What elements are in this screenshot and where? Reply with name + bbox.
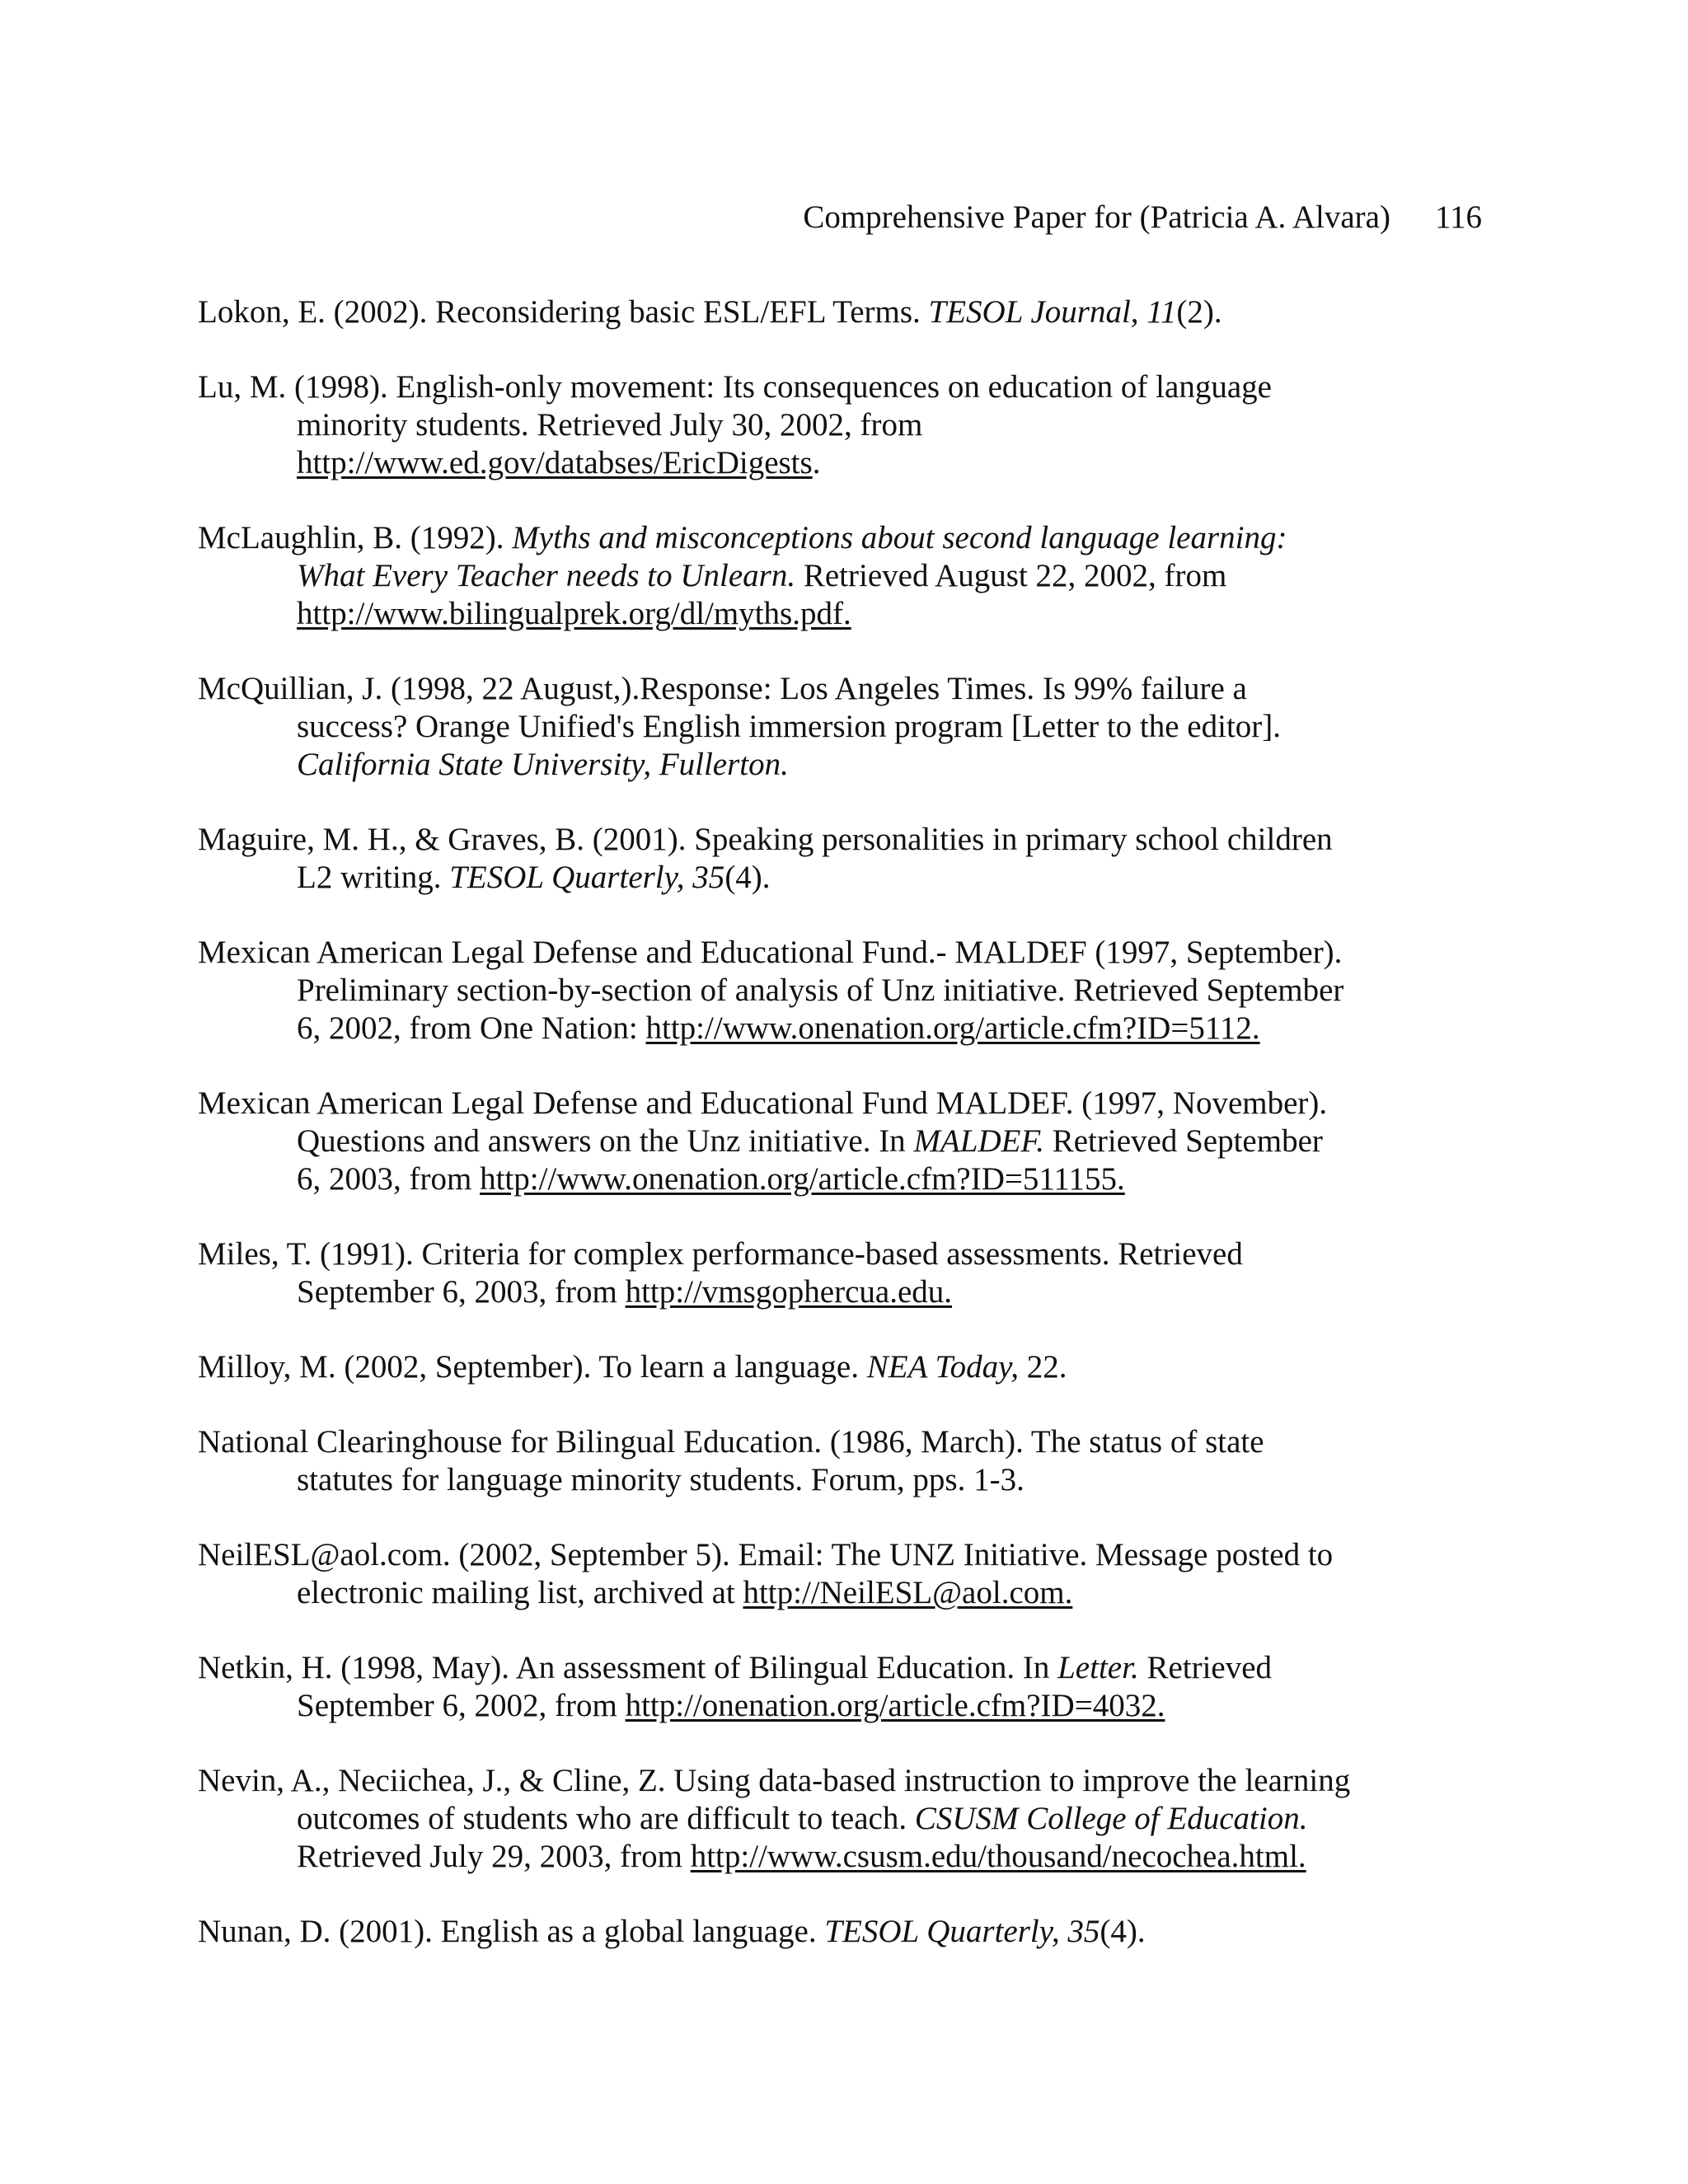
ref-text: statutes for language minority students. Forum, pps. 1-3. <box>297 1462 1025 1497</box>
reference-entry <box>198 1423 1467 1499</box>
ref-text: Retrieved August 22, 2002, from <box>795 558 1227 593</box>
reference-entry <box>198 1235 1467 1311</box>
ref-source: California State University, Fullerton. <box>297 747 789 782</box>
ref-text: Questions and answers on the Unz initiative. In <box>297 1123 914 1159</box>
ref-text: 22. <box>1018 1349 1067 1385</box>
ref-text: success? Orange Unified's English immersion program [Letter to the editor]. <box>297 709 1282 744</box>
ref-text: Lu, M. (1998). English-only movement: Its consequences on education of language <box>198 369 1272 405</box>
page-number: 116 <box>1434 199 1482 235</box>
ref-link[interactable]: http://www.ed.gov/databses/EricDigests <box>297 445 813 480</box>
reference-entry <box>198 1348 1467 1386</box>
ref-source: TESOL Quarterly, 35 <box>824 1914 1100 1949</box>
ref-text: September 6, 2002, from <box>297 1688 626 1723</box>
ref-source: MALDEF. <box>913 1123 1044 1159</box>
ref-text: September 6, 2003, from <box>297 1274 626 1310</box>
ref-text: Lokon, E. (2002). Reconsidering basic ESL/EFL Terms. <box>198 294 929 330</box>
ref-text: Maguire, M. H., & Graves, B. (2001). Speaking personalities in primary school children <box>198 822 1333 857</box>
ref-text: L2 writing. <box>297 860 450 895</box>
ref-text: electronic mailing list, archived at <box>297 1575 743 1610</box>
ref-source: TESOL Journal, 11 <box>928 294 1177 330</box>
reference-entry <box>198 1762 1467 1876</box>
ref-text: (4). <box>1100 1914 1146 1949</box>
ref-text: Preliminary section-by-section of analysis of Unz initiative. Retrieved September <box>297 972 1344 1008</box>
ref-text: Mexican American Legal Defense and Educational Fund MALDEF. (1997, November). <box>198 1085 1328 1121</box>
ref-text: (4). <box>724 860 771 895</box>
ref-text: Retrieved <box>1138 1650 1273 1685</box>
ref-text: Nevin, A., Neciichea, J., & Cline, Z. Using data-based instruction to improve the learning <box>198 1763 1351 1798</box>
ref-link[interactable]: http://www.onenation.org/article.cfm?ID=511155. <box>480 1161 1125 1197</box>
ref-text: Miles, T. (1991). Criteria for complex performance-based assessments. Retrieved <box>198 1236 1243 1272</box>
ref-text: Milloy, M. (2002, September). To learn a language. <box>198 1349 867 1385</box>
ref-text: NeilESL@aol.com. (2002, September 5). Email: The UNZ Initiative. Message posted to <box>198 1537 1334 1572</box>
ref-source: CSUSM College of Education. <box>914 1801 1308 1836</box>
ref-text: minority students. Retrieved July 30, 2002, from <box>297 407 923 443</box>
ref-text: 6, 2002, from One Nation: <box>297 1010 646 1046</box>
reference-entry <box>198 934 1467 1047</box>
ref-link[interactable]: http://vmsgophercua.edu. <box>625 1274 953 1310</box>
reference-entry <box>198 1536 1467 1612</box>
reference-entry <box>198 1649 1467 1725</box>
reference-entry <box>198 821 1467 897</box>
reference-entry <box>198 670 1467 784</box>
reference-entry <box>198 293 1467 331</box>
ref-link[interactable]: http://www.onenation.org/article.cfm?ID=5112. <box>645 1010 1260 1046</box>
ref-text: Netkin, H. (1998, May). An assessment of Bilingual Education. In <box>198 1650 1058 1685</box>
ref-text: Nunan, D. (2001). English as a global language. <box>198 1914 825 1949</box>
ref-link[interactable]: http://www.bilingualprek.org/dl/myths.pdf. <box>297 596 851 631</box>
ref-source: NEA Today, <box>866 1349 1019 1385</box>
reference-entry <box>198 1085 1467 1198</box>
reference-entry <box>198 368 1467 482</box>
ref-source: Letter. <box>1057 1650 1139 1685</box>
ref-text: National Clearinghouse for Bilingual Education. (1986, March). The status of state <box>198 1424 1264 1460</box>
ref-text: outcomes of students who are difficult to teach. <box>297 1801 915 1836</box>
running-head: Comprehensive Paper for (Patricia A. Alvara) <box>803 199 1390 235</box>
ref-text: 6, 2003, from <box>297 1161 481 1197</box>
ref-title: Myths and misconceptions about second language learning: <box>512 520 1287 555</box>
ref-text: Mexican American Legal Defense and Educational Fund.- MALDEF (1997, September). <box>198 935 1343 970</box>
page-header <box>803 196 1482 239</box>
ref-title: What Every Teacher needs to Unlearn. <box>297 558 796 593</box>
ref-source: TESOL Quarterly, 35 <box>449 860 725 895</box>
reference-list <box>198 293 1467 1988</box>
ref-text: Retrieved July 29, 2003, from <box>297 1839 691 1874</box>
ref-text: . <box>812 445 821 480</box>
ref-link[interactable]: http://onenation.org/article.cfm?ID=4032. <box>625 1688 1165 1723</box>
ref-text: Retrieved September <box>1043 1123 1323 1159</box>
ref-link[interactable]: http://NeilESL@aol.com. <box>743 1575 1073 1610</box>
ref-link[interactable]: http://www.csusm.edu/thousand/necochea.html. <box>690 1839 1306 1874</box>
reference-entry <box>198 1913 1467 1951</box>
ref-text: McQuillian, J. (1998, 22 August,).Response: Los Angeles Times. Is 99% failure a <box>198 671 1247 706</box>
ref-text: (2). <box>1176 294 1222 330</box>
reference-entry <box>198 519 1467 633</box>
ref-text: McLaughlin, B. (1992). <box>198 520 513 555</box>
